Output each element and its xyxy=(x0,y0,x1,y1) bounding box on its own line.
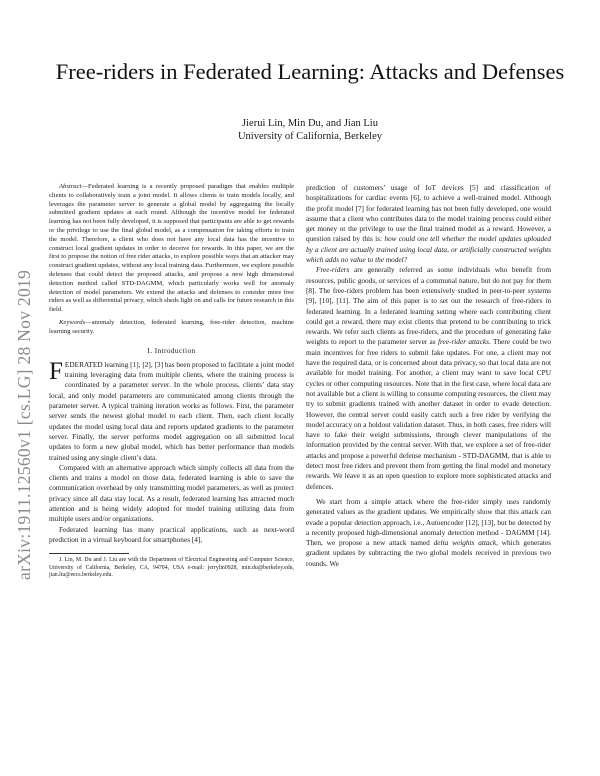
right-column xyxy=(306,183,551,569)
footnote-divider xyxy=(49,553,129,554)
delta-weights-attack-term: delta weights attack xyxy=(433,538,497,548)
keywords xyxy=(49,319,294,337)
right-paragraph-3 xyxy=(306,497,551,569)
intro-paragraph-3: Federated learning has many practical applications, such as next-word prediction in a virtual keyboard for smartphones [4], xyxy=(49,524,294,544)
keywords-text: —anomaly detection, federated learning, free-rider detection, machine learning security. xyxy=(49,318,294,335)
left-column xyxy=(49,183,294,579)
right-paragraph-2-text-b: . There could be two main incentives for free riders to submit fake updates. For one, a client may not have the required data, or is concerned about data privacy, so that local data are not available for model training. For another, a client may want to save local CPU cycles or other computing resources. Note that in the first case, where local data are not available but a client is willing to consume computing resources, the client may try to submit gradients trained with another dataset in order to evade detection. However, the central server could easily catch such a free rider by verifying the model accuracy on a holdout validation dataset. Thus, in both cases, free riders will have to fake their weight submissions, through clever manipulations of the information provided by the central server. With that, we explore a set of free-rider attacks and propose a powerful defense mechanism - STD-DAGMM, that is able to detect most free riders and prevent them from getting the final model and monetary rewards. We leave it as an open question to explore more sophisticated attacks and defences. xyxy=(306,337,551,491)
right-paragraph-2 xyxy=(306,265,551,492)
paper-title: Free-riders in Federated Learning: Attacks and Defenses xyxy=(55,59,565,84)
intro-paragraph-2: Compared with an alternative approach which simply collects all data from the clients and trains a model on those data, federated learning is able to save the communication overhead by only transmitting model parameters, as well as protect privacy since all data stay local. As a result, federated learning has attracted much attention and is being widely adopted for model training utilizing data from multiple users and/or organizations. xyxy=(49,462,294,524)
free-riders-term: Free-riders xyxy=(316,265,350,275)
right-paragraph-3-text-b: , which generates gradient updates by subtracting the two global models received in previous two rounds. We xyxy=(306,538,551,568)
research-question: how could one tell whether the model updates uploaded by a client are actually trained using local data, or artificially constructed weights which adds no value to the model? xyxy=(306,234,552,265)
intro-paragraph-1-text: EDERATED learning [1], [2], [3] has been proposed to facilitate a joint model training leveraging data from multiple clients, where the training process is coordinated by a parameter server. In the whole process, clients’ data stay local, and only model parameters are communicated among clients through the parameter server. A typical training iteration works as follows. First, the parameter server sends the newest global model to each client. Then, each client locally updates the model using local data and reports updated gradients to the parameter server. Finally, the server performs model aggregation on all submitted local updates to form a new global model, which has better performance than models trained using any single client’s data. xyxy=(49,359,294,462)
keywords-label: Keywords xyxy=(59,318,86,326)
author-affiliation: University of California, Berkeley xyxy=(237,131,383,142)
right-paragraph-3-text-a: We start from a simple attack where the free-rider simply uses randomly generated values as the gradient updates. We empirically show that this attack can evade a popular detection approach, i.e., Autoencoder [12], [13], but be detected by a recently proposed high-dimensional anomaly detection method - DAGMM [14]. Then, we propose a new attack named xyxy=(306,496,551,548)
right-paragraph-1 xyxy=(306,183,551,265)
arxiv-watermark: arXiv:1911.12560v1 [cs.LG] 28 Nov 2019 xyxy=(14,269,34,580)
right-paragraph-1-text: prediction of customers’ usage of IoT devices [5] and classification of hospitalizations for cardiac events [6], to achieve a well-trained model. Although the profit model [7] for federated learning has not been fully developed, one would assume that a client who contributes data to the model training process could either get money or the privilege to use the final trained model as a reward. However, a question raised by this is: xyxy=(306,183,551,244)
right-paragraph-2-text-a: are generally referred as some individuals who benefit from resources, public goods, or services of a communal nature, but do not pay for them [8]. The free-riders problem has been extensively studied in peer-to-peer systems [9], [10], [11]. The aim of this paper is to set out the research of free-riders in federated learning. In a federated learning setting where each contributing client could get a reward, there may exist clients that pretend to be contributing to trick rewards. We refer such clients as free-riders, and the procedure of generating fake weights to report to the parameter server as xyxy=(306,265,551,347)
abstract xyxy=(49,183,294,315)
intro-paragraph-1 xyxy=(49,357,294,463)
abstract-text: —Federated learning is a recently proposed paradigm that enables multiple clients to collaboratively train a joint model. It allows clients to train models locally, and leverages the parameter server to generate a global model by aggregating the locally submitted gradient updates at each round. Although the incentive model for federated learning has not been fully developed, it is supposed that participants are able to get rewards or the privilege to use the final global model, as a compensation for taking efforts to train the model. Therefore, a client who does not have any local data has the incentive to construct local gradient updates in order to deceive for rewards. In this paper, we are the first to propose the notion of free rider attacks, to explore possible ways that an attacker may construct gradient updates, without any local training data. Furthermore, we explore possible defenses that could detect the proposed attacks, and propose a new high dimensional detection method called STD-DAGMM, which particularly works well for anomaly detection of model parameters. We extend the attacks and defenses to consider more free riders as well as differential privacy, which sheds light on and calls for future research in this field. xyxy=(49,183,294,314)
section-heading-introduction: I. Introduction xyxy=(147,345,196,355)
abstract-label: Abstract xyxy=(59,183,82,190)
drop-cap: F xyxy=(49,357,63,385)
free-rider-attacks-term: free-rider attacks xyxy=(437,337,490,347)
author-block xyxy=(40,117,580,143)
author-names: Jierui Lin, Min Du, and Jian Liu xyxy=(242,118,378,129)
author-footnote: J. Lin, M. Du and J. Liu are with the Department of Electrical Engineering and Computer Science, University of California, Berkeley, CA, 94704, USA e-mail: jerrylin0928, min.du@berkeley.edu, jian.liu@eecs.berkeley.edu. xyxy=(49,557,294,578)
